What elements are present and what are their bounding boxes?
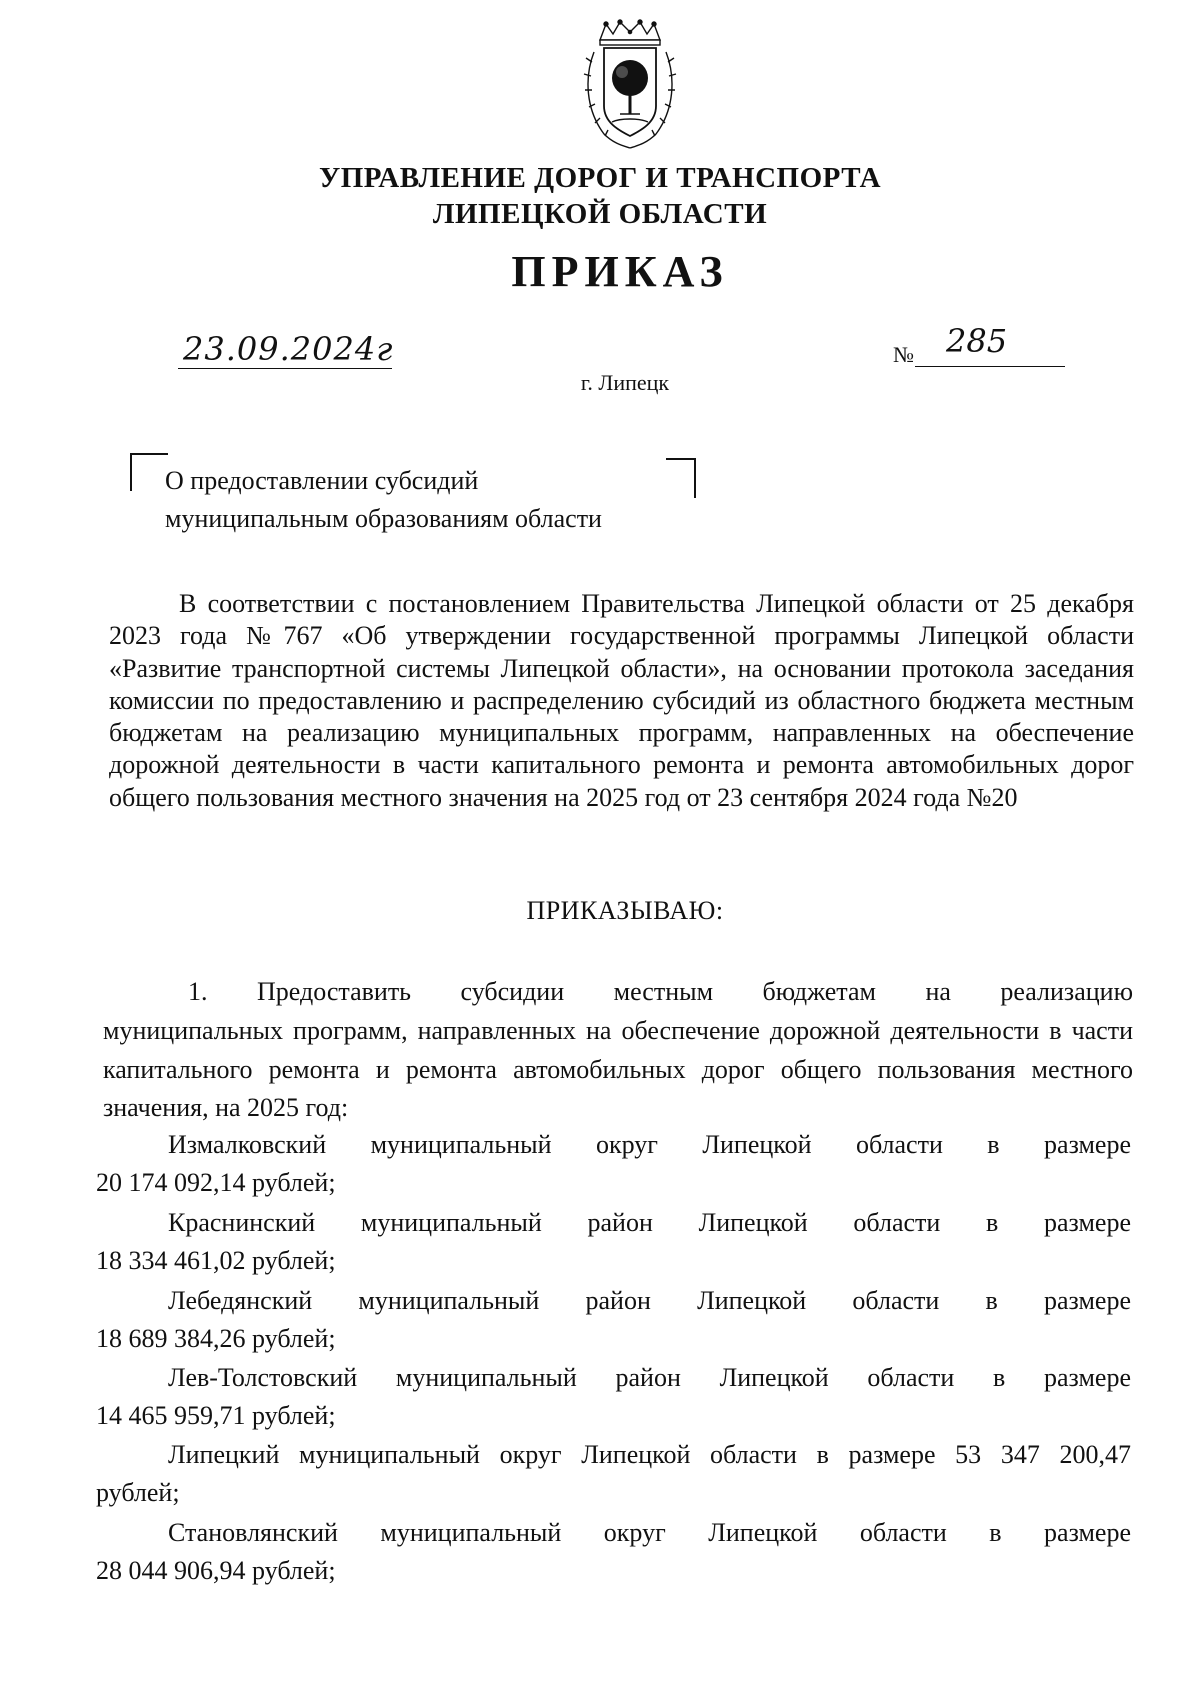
- recipient-name: Липецкий муниципальный округ Липецкой области в размере 53 347 200,47: [168, 1440, 1131, 1469]
- subject-bracket-right: [666, 458, 696, 498]
- recipient-entry: [96, 1126, 1131, 1202]
- recipient-entry: [96, 1514, 1131, 1590]
- recipient-entry: [96, 1436, 1131, 1512]
- preamble-text: В соответствии с постановлением Правительства Липецкой области от 25 декабря 2023 года №767 «Об утверждении государственной программы Липецкой области «Развитие транспортной системы Липецкой области», на основании протокола заседания комиссии по предоставлению и распределению субсидий из областного бюджета местным бюджетам на реализацию муниципальных программ, направленных на обеспечение дорожной деятельности в части капитального ремонта и ремонта автомобильных дорог общего пользования местного значения на 2025 год от 23 сентября 2024 года №20: [109, 589, 1134, 812]
- handwritten-date: 23.09.2024г: [183, 330, 394, 368]
- item-1-text: муниципальных программ, направленных на обеспечение дорожной деятельности в части капитального ремонта и ремонта автомобильных дорог общего пользования местного значения, на 2025 год:: [103, 1015, 1133, 1123]
- order-subject: [165, 462, 602, 538]
- number-sign: №: [893, 342, 914, 367]
- subject-line-1: О предоставлении субсидий: [165, 466, 479, 495]
- handwritten-order-number: 285: [946, 322, 1008, 360]
- coat-of-arms-emblem: [580, 18, 680, 150]
- recipient-entry: [96, 1359, 1131, 1435]
- recipient-amount: 28 044 906,94 рублей;: [96, 1556, 336, 1585]
- order-directive-heading: ПРИКАЗЫВАЮ:: [526, 896, 724, 925]
- recipient-amount: рублей;: [96, 1478, 180, 1507]
- recipient-amount: 18 689 384,26 рублей;: [96, 1324, 336, 1353]
- preamble-paragraph: [109, 588, 1134, 814]
- recipient-name: Краснинский муниципальный район Липецкой области в размере: [168, 1208, 1131, 1237]
- organization-name-line-2: ЛИПЕЦКОЙ ОБЛАСТИ: [432, 198, 768, 230]
- document-type-title: ПРИКАЗ: [511, 247, 729, 296]
- city-label: г. Липецк: [580, 370, 670, 395]
- recipient-name: Лев-Толстовский муниципальный район Липецкой области в размере: [168, 1363, 1131, 1392]
- organization-name-line-1: УПРАВЛЕНИЕ ДОРОГ И ТРАНСПОРТА: [318, 162, 882, 194]
- item-1-paragraph: [103, 973, 1133, 1128]
- recipient-name: Становлянский муниципальный округ Липецкой области в размере: [168, 1518, 1131, 1547]
- recipient-amount: 14 465 959,71 рублей;: [96, 1401, 336, 1430]
- subject-bracket-left: [130, 453, 168, 491]
- recipient-name: Лебедянский муниципальный район Липецкой области в размере: [168, 1286, 1131, 1315]
- item-1-lead: 1. Предоставить субсидии местным бюджетам на реализацию: [188, 977, 1133, 1006]
- number-underline: [915, 366, 1065, 367]
- recipient-amount: 20 174 092,14 рублей;: [96, 1168, 336, 1197]
- recipient-entry: [96, 1204, 1131, 1280]
- recipient-amount: 18 334 461,02 рублей;: [96, 1246, 336, 1275]
- date-underline: [178, 368, 392, 369]
- subject-line-2: муниципальным образованиям области: [165, 504, 602, 533]
- recipient-name: Измалковский муниципальный округ Липецкой области в размере: [168, 1130, 1131, 1159]
- recipient-entry: [96, 1282, 1131, 1358]
